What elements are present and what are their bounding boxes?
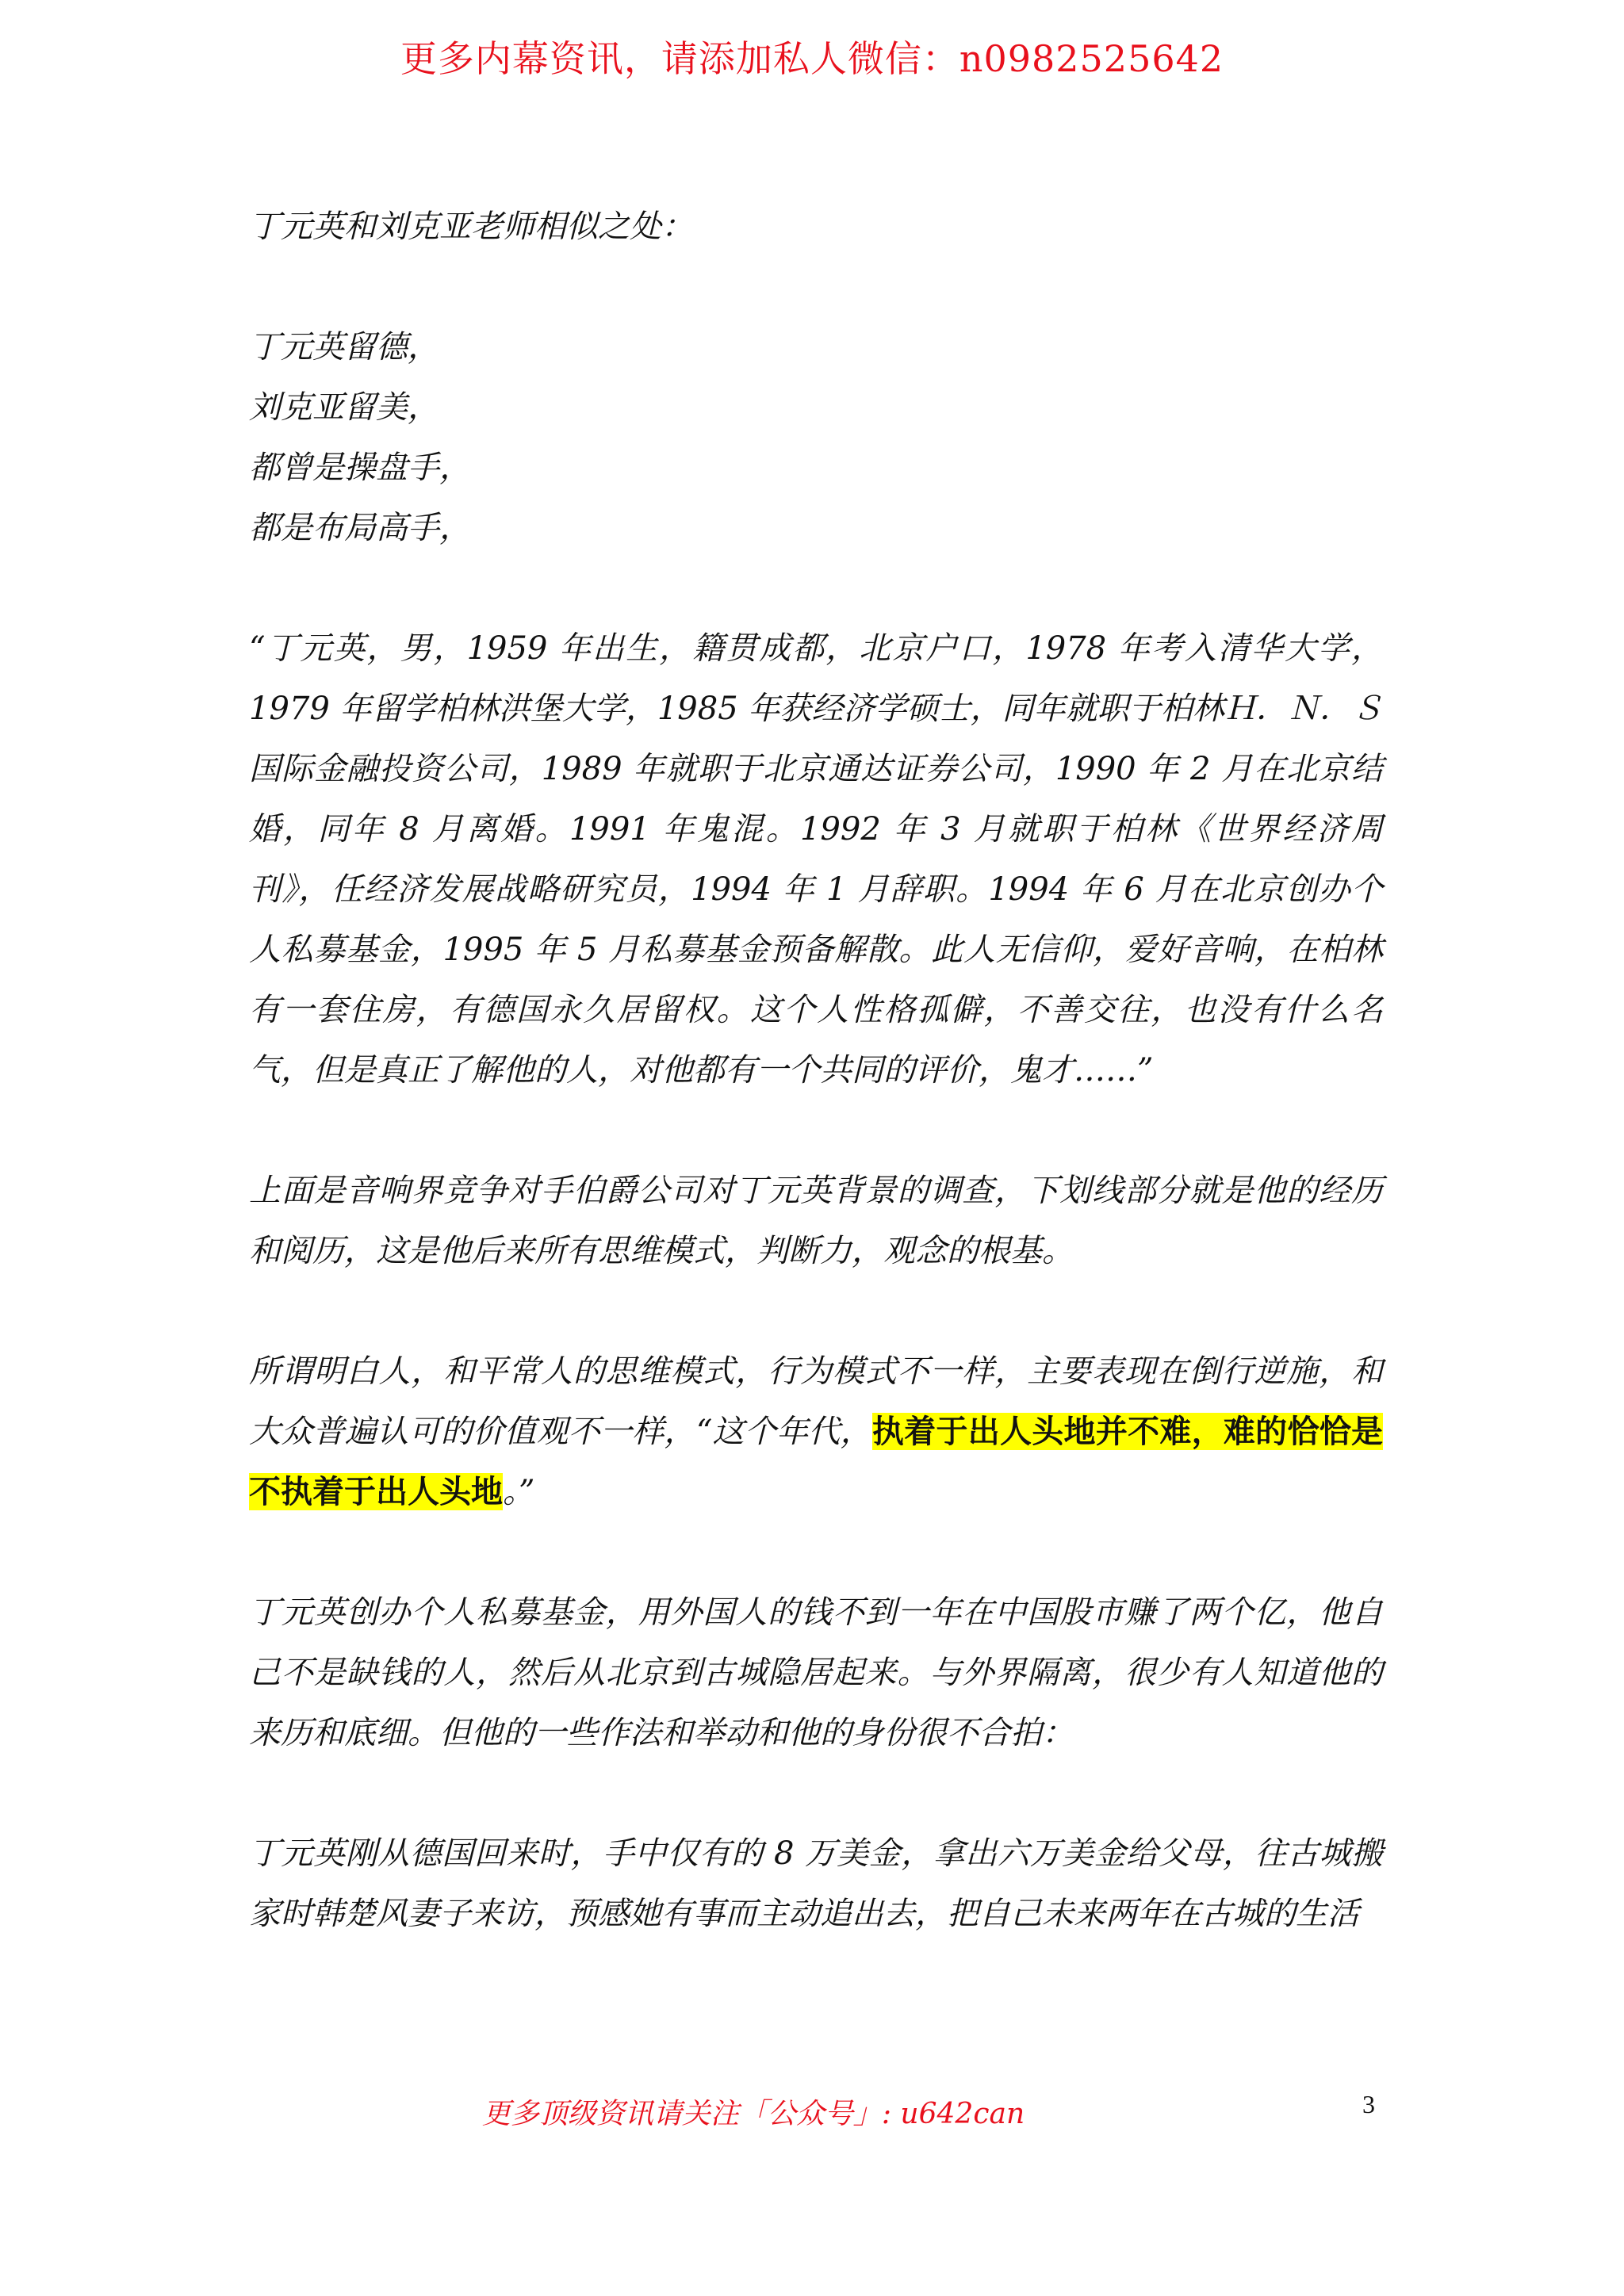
return-from-germany-paragraph: 丁元英刚从德国回来时，手中仅有的 8 万美金，拿出六万美金给父母，往古城搬家时韩楚风妻子来访，预感她有事而主动追出去，把自己未来两年在古城的生活 <box>249 1835 1383 1932</box>
page-number: 3 <box>1362 2090 1375 2118</box>
wise-text-before: 所谓明白人，和平常人的思维模式，行为模式不一样，主要表现在倒行逆施，和大众普遍认可的价值观不一样，“这个年代， <box>249 1353 1383 1450</box>
background-quote: “丁元英，男，1959 年出生，籍贯成都，北京户口，1978 年考入清华大学，1979 年留学柏林洪堡大学，1985 年获经济学硕士，同年就职于柏林Ｈ．Ｎ．Ｓ国际金融投资公司，1989 年就职于北京通达证券公司，1990 年 2 月在北京结婚，同年 8 月离婚。1991 年鬼混。1992 年 3 月就职于柏林《世界经济周刊》，任经济发展战略研究员，1994 年 1 月辞职。1994 年 6 月在北京创办个人私募基金，1995 年 5 月私募基金预备解散。此人无信仰，爱好音响，在柏林有一套住房，有德国永久居留权。这个人性格孤僻，不善交往，也没有什么名气，但是真正了解他的人，对他都有一个共同的评价，鬼才……” <box>249 630 1383 1089</box>
footer-note: 更多顶级资讯请关注「公众号」: u642can <box>481 2098 1025 2130</box>
private-fund-paragraph: 丁元英创办个人私募基金，用外国人的钱不到一年在中国股市赚了两个亿，他自己不是缺钱的人，然后从北京到古城隐居起来。与外界隔离，很少有人知道他的来历和底细。但他的一些作法和举动和他的身份很不合拍： <box>249 1594 1383 1751</box>
intro-line: 丁元英和刘克亚老师相似之处： <box>249 209 693 245</box>
wise-person-paragraph <box>249 1341 1383 1522</box>
list-item: 都曾是操盘手， <box>249 450 471 486</box>
document-body <box>249 197 1383 2004</box>
highlighted-quote: 执着于出人头地并不难，难的恰恰是不执着于出人头地 <box>249 1413 1383 1510</box>
list-item: 刘克亚留美， <box>249 389 439 426</box>
comparison-list <box>249 317 1383 558</box>
list-item: 都是布局高手， <box>249 510 471 546</box>
wise-text-after: 。” <box>503 1474 535 1510</box>
list-item: 丁元英留德， <box>249 329 439 365</box>
survey-paragraph: 上面是音响界竞争对手伯爵公司对丁元英背景的调查，下划线部分就是他的经历和阅历，这是他后来所有思维模式，判断力，观念的根基。 <box>249 1173 1383 1269</box>
header-banner: 更多内幕资讯，请添加私人微信：n0982525642 <box>400 37 1224 80</box>
